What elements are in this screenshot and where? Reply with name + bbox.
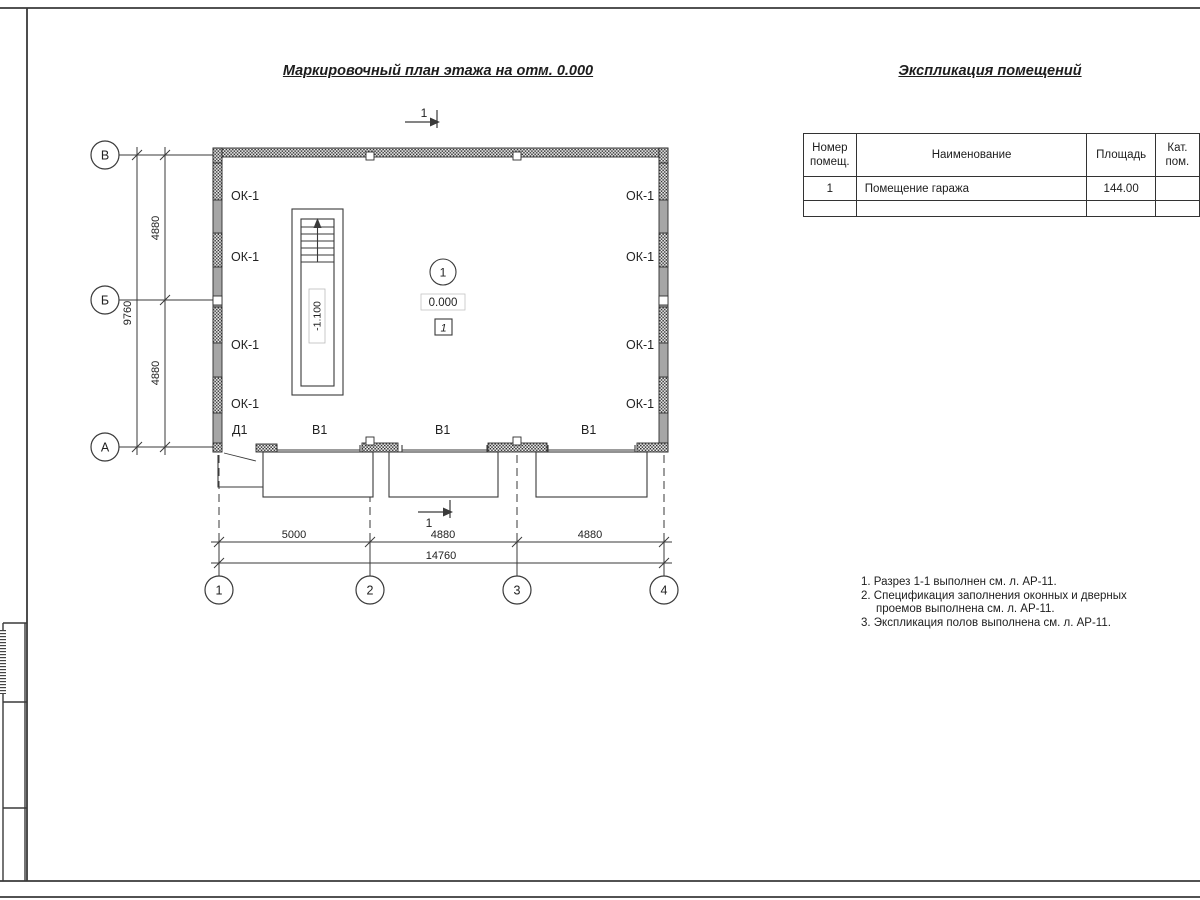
cell-category [1155,201,1199,217]
floor-type-mark: 1 [440,322,447,335]
section-number: 1 [425,516,433,530]
dim-lines-left [132,147,170,455]
schedule-header-row [804,134,1200,177]
header-room-number: Номер помещ. [804,134,857,177]
window-label: ОК-1 [231,338,260,352]
stair-level-label: -1.100 [311,301,324,331]
schedule-row [804,177,1200,201]
axis-col-1: 1 [215,583,223,598]
dim-left-total: 9760 [122,300,134,326]
window-label: ОК-1 [626,189,655,203]
cell-room-number [804,201,857,217]
cell-area: 144.00 [1087,177,1155,201]
axis-col-4: 4 [660,583,668,598]
section-mark-top [405,106,440,128]
gates-and-door [218,445,647,497]
dim-left-span1: 4880 [150,215,162,241]
section-number: 1 [420,106,428,120]
window-label: ОК-1 [231,250,260,264]
notes-block [861,576,1161,630]
cell-area [1087,201,1155,217]
dim-bottom-total: 14760 [425,550,457,562]
cell-name: Помещение гаража [856,177,1087,201]
window-label: ОК-1 [626,397,655,411]
axes-left [91,141,213,461]
header-area: Площадь [1087,134,1155,177]
axis-row-b: Б [100,293,110,308]
axis-col-2: 2 [366,583,374,598]
window-label: ОК-1 [231,189,260,203]
window-label: ОК-1 [231,397,260,411]
note-line: 3. Экспликация полов выполнена см. л. АР-11. [861,616,1111,629]
note-line: 1. Разрез 1-1 выполнен см. л. АР-11. [861,576,1057,588]
window-label: ОК-1 [626,338,655,352]
margin-stamp-boxes [3,623,27,881]
axis-col-3: 3 [513,583,521,598]
header-category: Кат. пом. [1155,134,1199,177]
room-schedule-table [803,133,1200,217]
schedule-row-empty [804,201,1200,217]
level-mark: 0.000 [428,297,458,309]
dim-bottom-span1: 5000 [281,529,307,541]
axis-row-a: А [100,440,110,455]
dim-left-span2: 4880 [150,360,162,386]
door-label: Д1 [232,423,248,437]
room-number: 1 [439,265,447,280]
schedule-title: Экспликация помещений [898,63,1082,79]
note-line: 2. Спецификация заполнения оконных и дверных проемов выполнена см. л. АР-11. [861,589,1127,616]
margin-vertical-text [0,630,6,694]
header-name: Наименование [856,134,1087,177]
dim-bottom-span2: 4880 [430,529,456,541]
gate-label: В1 [435,423,451,437]
dim-bottom-span3: 4880 [577,529,603,541]
cell-category [1155,177,1199,201]
door-swing-line [224,453,256,461]
window-label: ОК-1 [626,250,655,264]
section-mark-bottom [418,500,453,530]
plan-title: Маркировочный план этажа на отм. 0.000 [282,63,594,79]
cell-room-number: 1 [804,177,857,201]
gate-label: В1 [312,423,328,437]
gate-label: В1 [581,423,597,437]
axis-row-v: В [100,148,110,163]
cell-name [856,201,1087,217]
opening-labels [231,189,654,437]
